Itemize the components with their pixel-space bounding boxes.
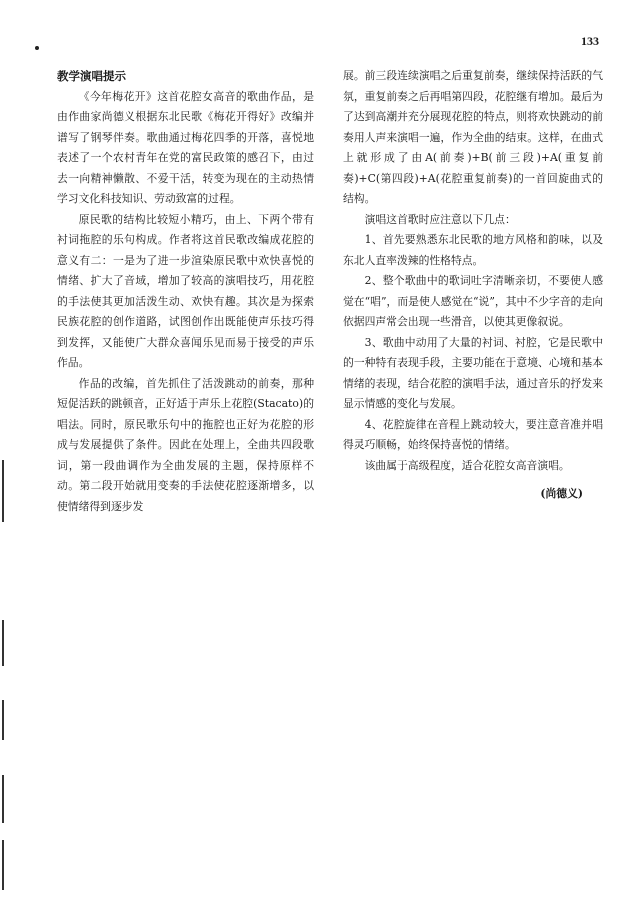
- page-number: 133: [581, 34, 599, 48]
- scan-edge-mark: [2, 840, 4, 890]
- left-column: [57, 66, 314, 517]
- section-heading: 教学演唱提示: [57, 69, 126, 83]
- right-column: [343, 66, 603, 505]
- scan-edge-mark: [2, 700, 4, 740]
- list-item: 4、花腔旋律在音程上跳动较大，要注意音准并唱得灵巧顺畅，始终保持喜悦的情绪。: [343, 417, 603, 451]
- paragraph: 该曲属于高级程度，适合花腔女高音演唱。: [364, 458, 570, 472]
- list-item: 2、整个歌曲中的歌词吐字清晰亲切，不要使人感觉在“唱”，而是使人感觉在“说”，其中不少字音的走向依据四声常会出现一些滑音，以使其更像叙说。: [343, 274, 603, 328]
- paragraph: 《今年梅花开》这首花腔女高音的歌曲作品，是由作曲家尚德义根据东北民歌《梅花开得好》改编并谱写了钢琴伴奏。歌曲通过梅花四季的开落，喜悦地表述了一个农村青年在党的富民政策的感召下，由过去一向精神懒散、不爱干活，转变为现在的主动热情学习文化科技知识、劳动致富的过程。: [57, 89, 314, 205]
- author-signature: (尚德义): [540, 487, 583, 500]
- paragraph: 作品的改编，首先抓住了活泼跳动的前奏，那种短促活跃的跳顿音，正好适于声乐上花腔(Stacato)的唱法。同时，原民歌乐句中的拖腔也正好为花腔的形成与发展提供了条件。因此在处理上，全曲共四段歌词，第一段曲调作为全曲发展的主题，保持原样不动。第二段开始就用变奏的手法使花腔逐渐增多，以使情绪得到逐步发: [57, 376, 314, 513]
- paragraph: 演唱这首歌时应注意以下几点：: [364, 212, 516, 226]
- paragraph: 原民歌的结构比较短小精巧，由上、下两个带有衬词拖腔的乐句构成。作者将这首民歌改编成花腔的意义有二：一是为了进一步渲染原民歌中欢快喜悦的情绪、扩大了音域，增加了较高的演唱技巧，用花腔的手法使其更加活泼生动、欢快有趣。其次是为探索民族花腔的创作道路，试图创作出既能使声乐技巧得到发挥，又能使广大群众喜闻乐见而易于接受的声乐作品。: [57, 212, 314, 369]
- paragraph: 展。前三段连续演唱之后重复前奏，继续保持活跃的气氛，重复前奏之后再唱第四段，花腔继有增加。最后为了达到高潮并充分展现花腔的特点，则将欢快跳动的前奏用人声来演唱一遍，作为全曲的结束。这样，在曲式上就形成了由A(前奏)+B(前三段)+A(重复前奏)+C(第四段)+A(花腔重复前奏)的一首回旋曲式的结构。: [343, 69, 603, 205]
- list-item: 3、歌曲中动用了大量的衬词、衬腔，它是民歌中的一种特有表现手段，主要功能在于意境、心境和基本情绪的表现，结合花腔的演唱手法，通过音乐的抒发来显示情感的变化与发展。: [343, 335, 603, 410]
- margin-dot: [35, 46, 39, 50]
- list-item: 1、首先要熟悉东北民歌的地方风格和韵味，以及东北人直率泼辣的性格特点。: [343, 233, 603, 267]
- scan-edge-mark: [2, 460, 4, 522]
- scan-edge-mark: [2, 620, 4, 666]
- scan-edge-mark: [2, 775, 4, 823]
